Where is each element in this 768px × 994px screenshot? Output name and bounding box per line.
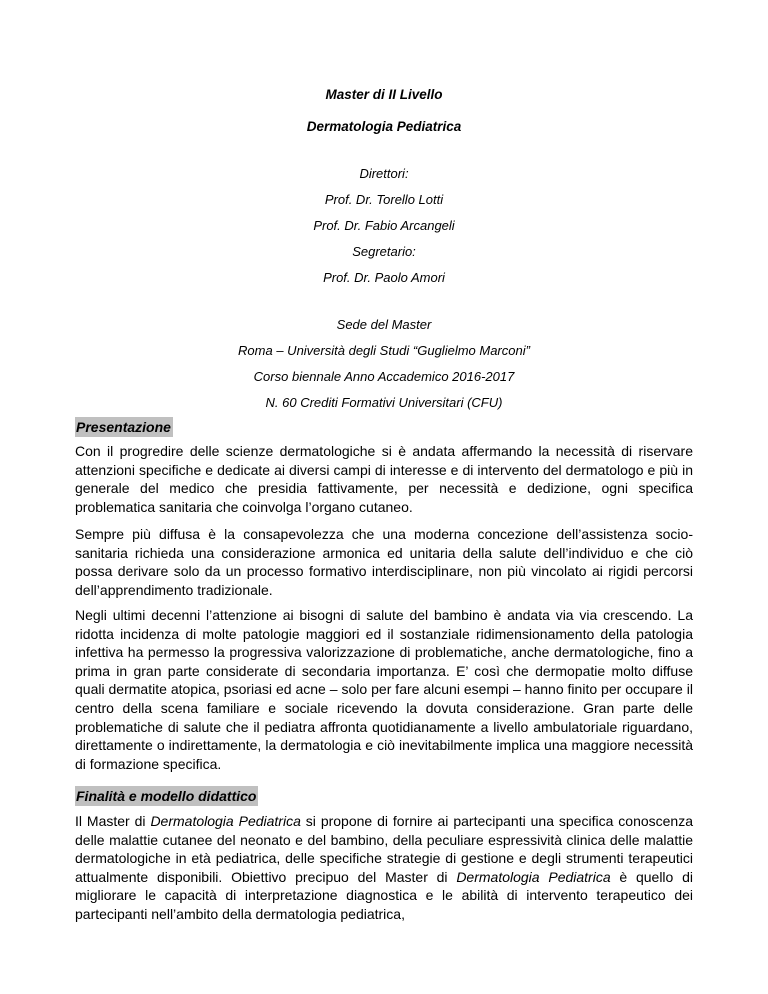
document-title: Master di II Livello xyxy=(325,87,443,102)
director-2: Prof. Dr. Fabio Arcangeli xyxy=(313,218,455,233)
credits-info: N. 60 Crediti Formativi Universitari (CFU) xyxy=(265,395,503,410)
paragraph-presentazione-3: Negli ultimi decenni l’attenzione ai bisogni di salute del bambino è andata via via crescendo. La ridotta incidenza di molte patologie maggiori ed il sostanziale ridimensionamento della patologia infettiva ha permesso la progressiva valorizzazione di problematiche, anche dermatologiche, fino a prima in gran parte considerate di secondaria importanza. E’ così che dermopatie molto diffuse quali dermatite atopica, psoriasi ed acne – solo per fare alcuni esempi – hanno finito per occupare il centro della scena familiare e sociale ricevendo la dovuta considerazione. Gran parte delle problematiche di salute che il pediatra affronta quotidianamente a livello ambulatoriale riguardano, direttamente o indirettamente, la dermatologia e ciò inevitabilmente implica una maggiore necessità di formazione specifica. xyxy=(75,607,693,772)
directors-label: Direttori: xyxy=(359,166,409,181)
paragraph-text: si propone di fornire ai partecipanti una specifica conoscenza delle malattie cutanee del neonato e del bambino, della peculiare espressività clinica delle malattie dermatologiche in età pediatrica, delle specifiche strategie di gestione e degli strumenti terapeutici attualmente disponibili. Obiettivo precipuo del Master di xyxy=(75,813,693,885)
director-1: Prof. Dr. Torello Lotti xyxy=(324,192,444,207)
paragraph-presentazione-1: Con il progredire delle scienze dermatologiche si è andata affermando la necessità di riservare attenzioni specifiche e dedicate ai diversi campi di interesse e di intervento del dermatologo e più in generale del medico che presidia fattivamente, per necessità e dedizione, ogni specifica problematica sanitaria che coinvolga l’organo cutaneo. xyxy=(75,443,693,515)
course-info: Corso biennale Anno Accademico 2016-2017 xyxy=(253,369,515,384)
paragraph-finalita-1 xyxy=(75,812,693,924)
venue: Roma – Università degli Studi “Guglielmo Marconi” xyxy=(238,343,530,358)
section-heading-finalita: Finalità e modello didattico xyxy=(76,788,257,804)
paragraph-text: è quello di migliorare le capacità di interpretazione diagnostica e le abilità di intervento terapeutico dei partecipanti nell’ambito della dermatologia pediatrica, xyxy=(75,868,693,922)
emphasis-course-name: Dermatologia Pediatrica xyxy=(456,868,611,885)
document-subtitle: Dermatologia Pediatrica xyxy=(306,119,462,134)
paragraph-presentazione-2: Sempre più diffusa è la consapevolezza che una moderna concezione dell’assistenza socio-sanitaria richieda una considerazione armonica ed unitaria della salute dell’individuo e che ciò possa derivare solo da un processo formativo interdisciplinare, non più vincolato ai rigidi percorsi dell’apprendimento tradizionale. xyxy=(75,526,693,598)
paragraph-text: Il Master di xyxy=(75,813,151,829)
section-heading-presentazione: Presentazione xyxy=(76,419,171,435)
emphasis-course-name: Dermatologia Pediatrica xyxy=(150,813,301,829)
secretary-name: Prof. Dr. Paolo Amori xyxy=(323,270,445,285)
secretary-label: Segretario: xyxy=(352,244,416,259)
venue-label: Sede del Master xyxy=(336,317,432,332)
